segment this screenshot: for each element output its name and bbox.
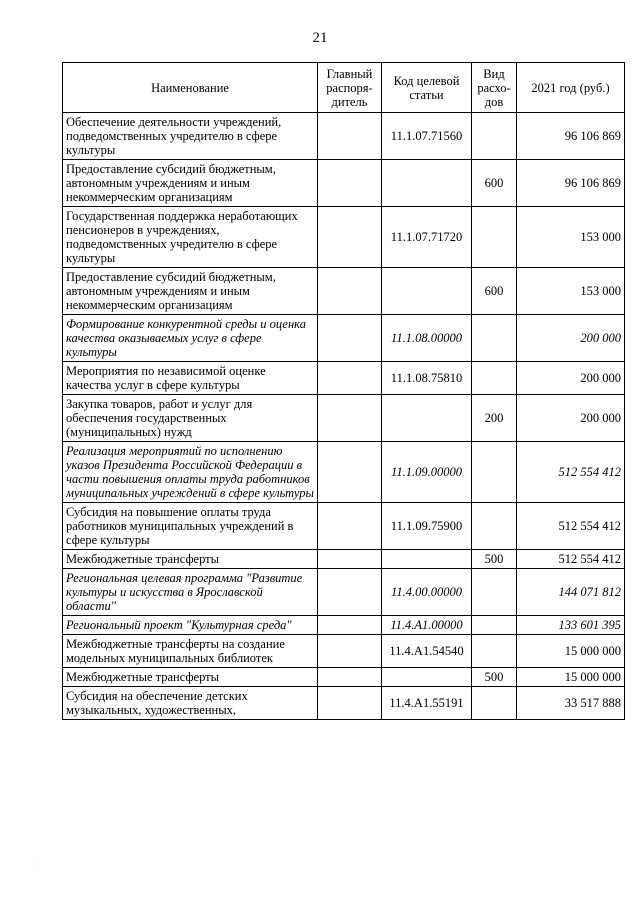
table-row [63,362,625,395]
cell-target-code [382,395,472,442]
page-number: 21 [312,30,328,46]
cell-expense-type: 200 [472,395,517,442]
cell-expense-type: 600 [472,268,517,315]
table-row [63,395,625,442]
table-row [63,160,625,207]
cell-amount: 200 000 [517,315,625,362]
cell-name: Реализация мероприятий по исполнению указов Президента Российской Федерации в части повышения оплаты труда работников муниципальных учреждений в сфере культуры [63,442,318,503]
cell-target-code: 11.1.08.00000 [382,315,472,362]
header-target-code: Код целевой статьи [382,63,472,113]
table-row [63,113,625,160]
cell-expense-type [472,503,517,550]
cell-expense-type: 500 [472,668,517,687]
cell-target-code: 11.4.A1.00000 [382,616,472,635]
table-row [63,268,625,315]
cell-target-code: 11.4.A1.54540 [382,635,472,668]
table-row [63,668,625,687]
cell-name: Закупка товаров, работ и услуг для обеспечения государственных (муниципальных) нужд [63,395,318,442]
cell-target-code: 11.1.07.71720 [382,207,472,268]
cell-name: Мероприятия по независимой оценке качества услуг в сфере культуры [63,362,318,395]
cell-name: Предоставление субсидий бюджетным, автономным учреждениям и иным некоммерческим организациям [63,160,318,207]
table-row [63,503,625,550]
table-body [63,113,625,720]
cell-amount: 153 000 [517,268,625,315]
cell-main-manager [318,315,382,362]
cell-main-manager [318,687,382,720]
cell-main-manager [318,268,382,315]
cell-main-manager [318,635,382,668]
budget-table [62,62,625,720]
cell-amount: 15 000 000 [517,635,625,668]
cell-name: Предоставление субсидий бюджетным, автономным учреждениям и иным некоммерческим организациям [63,268,318,315]
cell-amount: 144 071 812 [517,569,625,616]
cell-target-code: 11.1.07.71560 [382,113,472,160]
cell-main-manager [318,395,382,442]
cell-target-code: 11.1.09.75900 [382,503,472,550]
cell-target-code: 11.4.A1.55191 [382,687,472,720]
cell-amount: 133 601 395 [517,616,625,635]
table-header-row [63,63,625,113]
cell-main-manager [318,569,382,616]
cell-expense-type [472,569,517,616]
table-row [63,550,625,569]
cell-name: Межбюджетные трансферты [63,550,318,569]
cell-target-code [382,550,472,569]
header-main-manager: Главный распоря-дитель [318,63,382,113]
cell-main-manager [318,442,382,503]
cell-expense-type [472,616,517,635]
cell-expense-type: 600 [472,160,517,207]
cell-main-manager [318,113,382,160]
cell-name: Субсидия на повышение оплаты труда работников муниципальных учреждений в сфере культуры [63,503,318,550]
cell-target-code [382,160,472,207]
cell-expense-type [472,207,517,268]
cell-name: Региональная целевая программа "Развитие культуры и искусства в Ярославской области" [63,569,318,616]
cell-target-code: 11.4.00.00000 [382,569,472,616]
header-amount: 2021 год (руб.) [517,63,625,113]
cell-expense-type [472,362,517,395]
cell-main-manager [318,207,382,268]
table-row [63,569,625,616]
table-row [63,442,625,503]
table-row [63,315,625,362]
cell-target-code [382,668,472,687]
cell-amount: 200 000 [517,362,625,395]
cell-name: Формирование конкурентной среды и оценка качества оказываемых услуг в сфере культуры [63,315,318,362]
cell-target-code [382,268,472,315]
table-row [63,635,625,668]
margin-mark: · [33,860,36,869]
cell-expense-type [472,113,517,160]
table-row [63,207,625,268]
cell-amount: 15 000 000 [517,668,625,687]
cell-target-code: 11.1.08.75810 [382,362,472,395]
cell-expense-type [472,315,517,362]
cell-expense-type [472,442,517,503]
cell-name: Субсидия на обеспечение детских музыкальных, художественных, [63,687,318,720]
table-row [63,616,625,635]
cell-amount: 96 106 869 [517,160,625,207]
cell-amount: 153 000 [517,207,625,268]
header-expense-type: Вид расхо-дов [472,63,517,113]
cell-expense-type [472,687,517,720]
header-name: Наименование [63,63,318,113]
cell-main-manager [318,668,382,687]
cell-amount: 96 106 869 [517,113,625,160]
cell-amount: 512 554 412 [517,550,625,569]
cell-amount: 512 554 412 [517,503,625,550]
cell-name: Межбюджетные трансферты на создание модельных муниципальных библиотек [63,635,318,668]
cell-main-manager [318,616,382,635]
cell-main-manager [318,160,382,207]
cell-name: Межбюджетные трансферты [63,668,318,687]
table-row [63,687,625,720]
cell-amount: 33 517 888 [517,687,625,720]
cell-expense-type: 500 [472,550,517,569]
cell-expense-type [472,635,517,668]
cell-amount: 512 554 412 [517,442,625,503]
cell-main-manager [318,550,382,569]
cell-target-code: 11.1.09.00000 [382,442,472,503]
cell-main-manager [318,503,382,550]
cell-name: Региональный проект "Культурная среда" [63,616,318,635]
cell-main-manager [318,362,382,395]
cell-amount: 200 000 [517,395,625,442]
cell-name: Обеспечение деятельности учреждений, подведомственных учредителю в сфере культуры [63,113,318,160]
cell-name: Государственная поддержка неработающих пенсионеров в учреждениях, подведомственных учредителю в сфере культуры [63,207,318,268]
